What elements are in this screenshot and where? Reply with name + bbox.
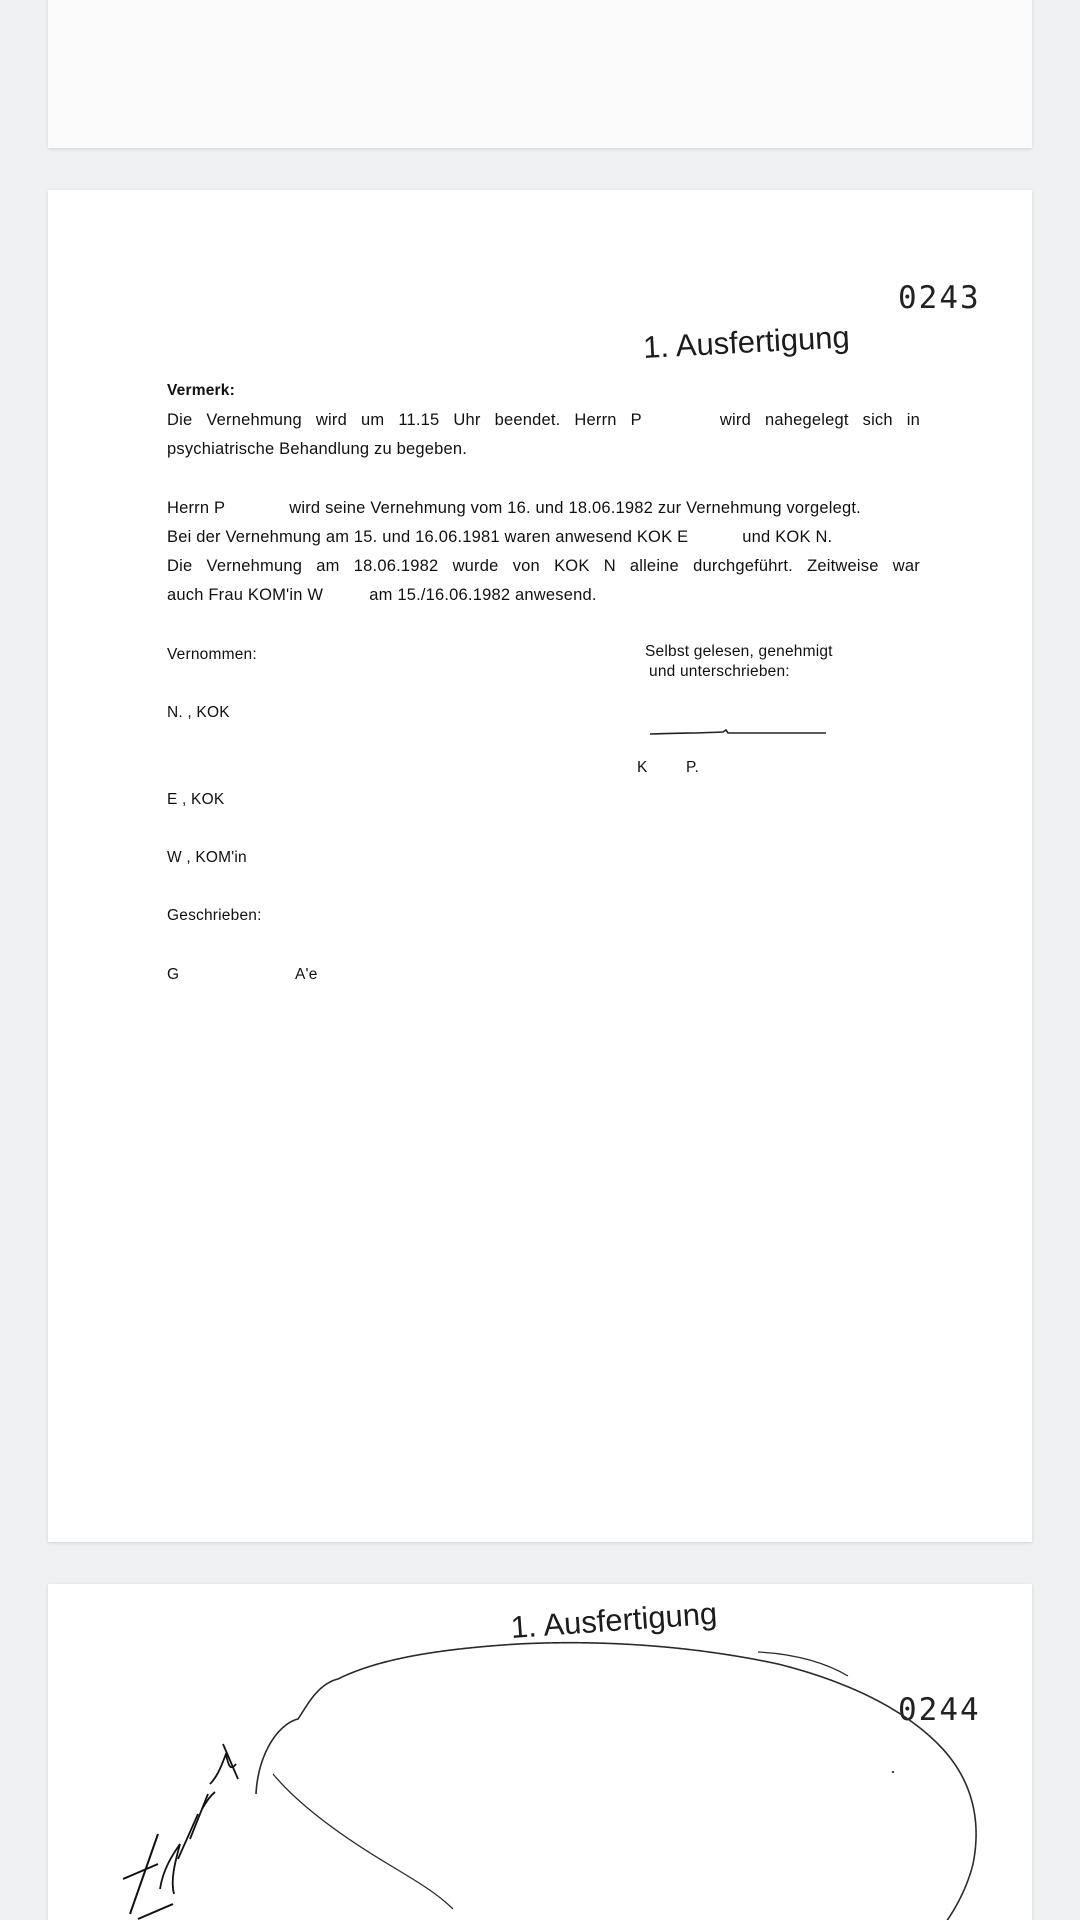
text-fragment: wird seine Vernehmung vom 16. und 18.06.1982 zur Vernehmung vorgelegt.: [289, 499, 861, 517]
text-fragment: Herrn P: [167, 499, 226, 517]
vermerk-heading: Vermerk:: [167, 382, 235, 399]
geschrieben-label: Geschrieben:: [167, 907, 262, 924]
text-fragment: alleine durchgeführt. Zeitweise war: [629, 557, 920, 575]
signature-line: [648, 725, 828, 741]
text-fragment: am 15./16.06.1982 anwesend.: [369, 586, 597, 604]
signer-initial: K: [637, 759, 648, 776]
paragraph2-line1: [167, 499, 861, 518]
document-page-previous: [48, 0, 1032, 148]
hand-drawn-oval: [238, 1624, 998, 1920]
page-number: 0244: [898, 1692, 981, 1728]
paragraph2-line3: [167, 557, 920, 576]
text-fragment: auch Frau KOM'in W: [167, 586, 324, 604]
document-page-0244: [48, 1584, 1032, 1920]
signoff-line1: Selbst gelesen, genehmigt: [645, 643, 833, 660]
paragraph2-line4: [167, 586, 597, 605]
text-fragment: wird nahegelegt sich in: [719, 411, 921, 429]
typist-initial: G: [167, 966, 180, 983]
ausfertigung-stamp: 1. Ausfertigung: [509, 1595, 719, 1646]
officer-name: E , KOK: [167, 791, 225, 808]
vernommen-label: Vernommen:: [167, 646, 257, 663]
signer-name: P.: [686, 759, 700, 776]
paragraph1-line1: [167, 411, 920, 430]
paragraph2-line2: [167, 528, 832, 547]
text-fragment: Bei der Vernehmung am 15. und 16.06.1981 waren anwesend KOK E: [167, 528, 689, 546]
text-fragment: und KOK N.: [742, 528, 833, 546]
officer-name: W , KOM'in: [167, 849, 247, 866]
document-page-0243: [48, 190, 1032, 1542]
text-fragment: Die Vernehmung wird um 11.15 Uhr beendet. Herrn P: [167, 411, 642, 429]
ausfertigung-stamp: 1. Ausfertigung: [642, 319, 851, 366]
paragraph1-line2: psychiatrische Behandlung zu begeben.: [167, 440, 468, 458]
officer-name: N. , KOK: [167, 704, 230, 721]
handwritten-signature: [118, 1664, 258, 1920]
typist-name: A'e: [295, 966, 318, 983]
signoff-line2: und unterschrieben:: [649, 663, 790, 680]
page-number: 0243: [898, 280, 981, 316]
text-fragment: Die Vernehmung am 18.06.1982 wurde von KOK N: [167, 557, 616, 575]
